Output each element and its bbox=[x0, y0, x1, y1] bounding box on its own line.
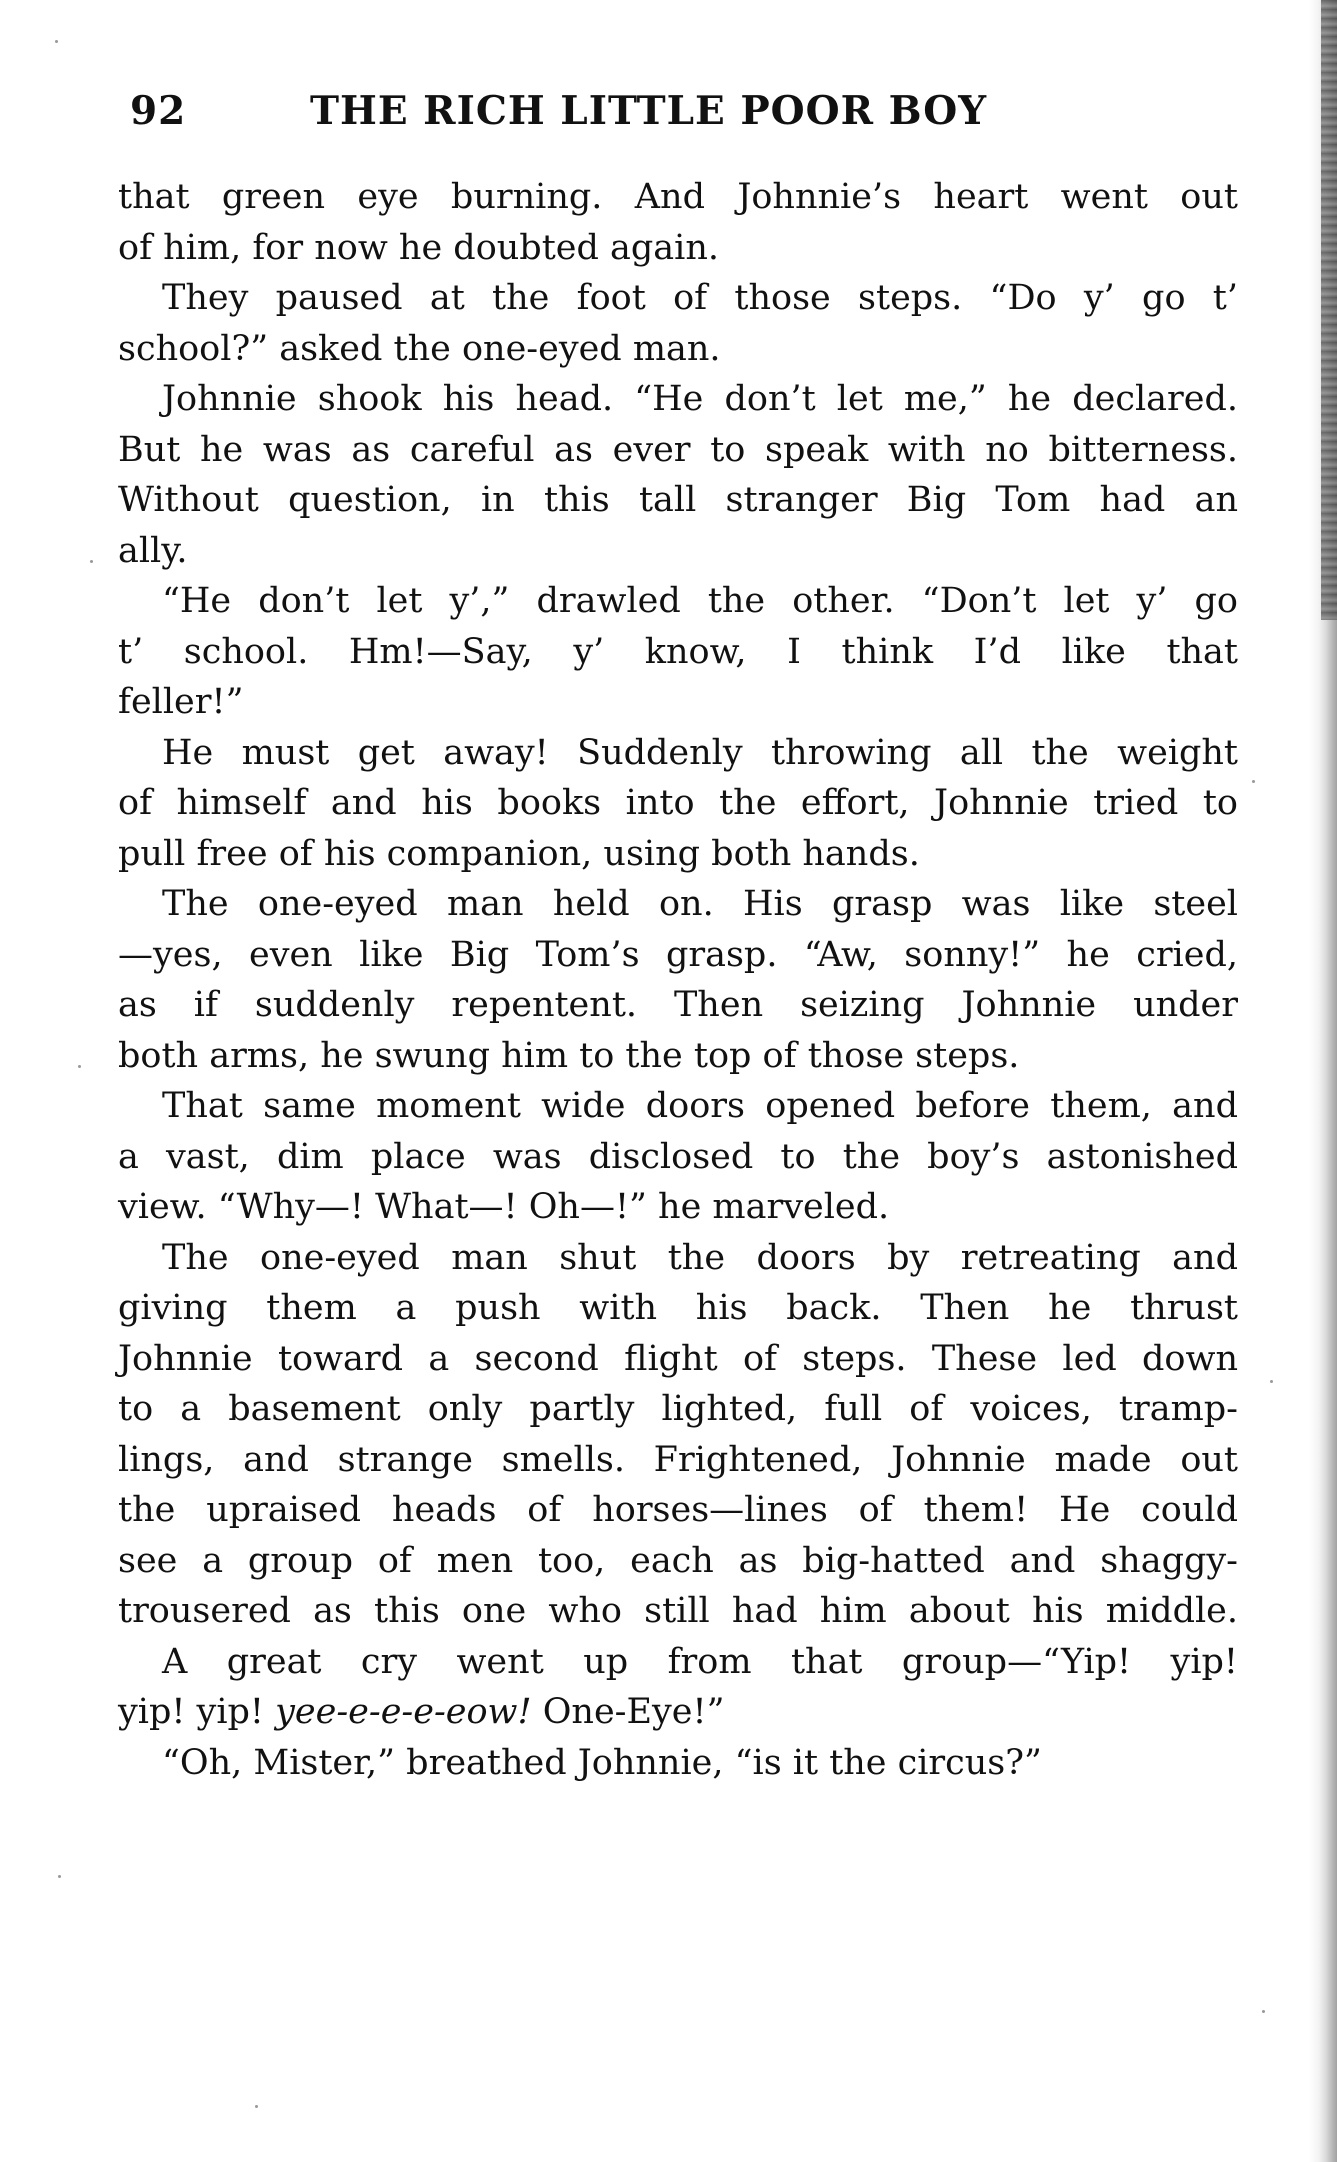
text-line: that green eye burning. And Johnnie’s heart went out bbox=[118, 177, 1238, 217]
text-line: lings, and strange smells. Frightened, Johnnie made out bbox=[118, 1439, 1238, 1480]
text-line: a vast, dim place was disclosed to the boy’s astonished bbox=[118, 1136, 1238, 1177]
text-line: trousered as this one who still had him about his middle. bbox=[118, 1591, 1238, 1631]
page-number: 92 bbox=[130, 88, 187, 134]
text-line: That same moment wide doors opened before them, and bbox=[162, 1086, 1238, 1126]
scan-speck bbox=[255, 2105, 258, 2108]
scan-speck bbox=[1262, 2010, 1265, 2013]
text-line: feller!” bbox=[118, 682, 244, 722]
text-line: as if suddenly repentent. Then seizing Johnnie under bbox=[118, 985, 1238, 1025]
page-header bbox=[130, 88, 1120, 140]
scan-speck bbox=[1270, 1380, 1273, 1383]
italic-text: yee-e-e-e-eow! bbox=[275, 1692, 532, 1732]
text-segment: yip! yip! bbox=[118, 1692, 276, 1732]
text-line: of himself and his books into the effort, Johnnie tried to bbox=[118, 783, 1238, 823]
running-title: THE RICH LITTLE POOR BOY bbox=[310, 88, 988, 134]
text-line: “He don’t let y’,” drawled the other. “Don’t let y’ go bbox=[162, 581, 1238, 621]
text-line: pull free of his companion, using both hands. bbox=[118, 833, 920, 874]
body-text bbox=[118, 172, 1238, 1788]
text-line: view. “Why—! What—! Oh—!” he marveled. bbox=[118, 1187, 890, 1227]
text-line: Without question, in this tall stranger Big Tom had an bbox=[118, 480, 1238, 520]
scan-speck bbox=[90, 560, 93, 563]
text-line: A great cry went up from that group—“Yip! yip! bbox=[162, 1641, 1238, 1682]
text-line: of him, for now he doubted again. bbox=[118, 227, 720, 268]
text-line: Johnnie toward a second flight of steps. These led down bbox=[118, 1338, 1238, 1379]
scan-speck bbox=[1252, 780, 1255, 783]
text-line: Johnnie shook his head. “He don’t let me,” he declared. bbox=[162, 379, 1238, 419]
text-line: He must get away! Suddenly throwing all the weight bbox=[162, 732, 1238, 773]
scan-speck bbox=[78, 1065, 81, 1068]
text-line: But he was as careful as ever to speak with no bitterness. bbox=[118, 429, 1238, 470]
text-line: —yes, even like Big Tom’s grasp. “Aw, sonny!” he cried, bbox=[118, 934, 1238, 975]
text-line: The one-eyed man shut the doors by retreating and bbox=[162, 1237, 1238, 1278]
text-line: They paused at the foot of those steps. “Do y’ go t’ bbox=[162, 278, 1238, 318]
text-line: The one-eyed man held on. His grasp was like steel bbox=[162, 884, 1238, 924]
scan-speck bbox=[58, 1875, 61, 1878]
text-line: “Oh, Mister,” breathed Johnnie, “is it the circus?” bbox=[162, 1742, 1042, 1783]
text-line: see a group of men too, each as big-hatted and shaggy- bbox=[118, 1540, 1238, 1581]
scan-speck bbox=[55, 40, 58, 43]
text-line: the upraised heads of horses—lines of them! He could bbox=[118, 1490, 1238, 1530]
text-line: both arms, he swung him to the top of those steps. bbox=[118, 1035, 1020, 1076]
text-segment: One-Eye!” bbox=[531, 1692, 725, 1732]
scan-edge-dark bbox=[1321, 0, 1337, 620]
text-line: school?” asked the one-eyed man. bbox=[118, 328, 721, 369]
text-line-mixed bbox=[118, 1687, 1238, 1738]
text-line: giving them a push with his back. Then he thrust bbox=[118, 1288, 1238, 1328]
text-line: ally. bbox=[118, 530, 188, 571]
text-line: t’ school. Hm!—Say, y’ know, I think I’d like that bbox=[118, 631, 1238, 672]
text-line: to a basement only partly lighted, full of voices, tramp- bbox=[118, 1389, 1238, 1429]
